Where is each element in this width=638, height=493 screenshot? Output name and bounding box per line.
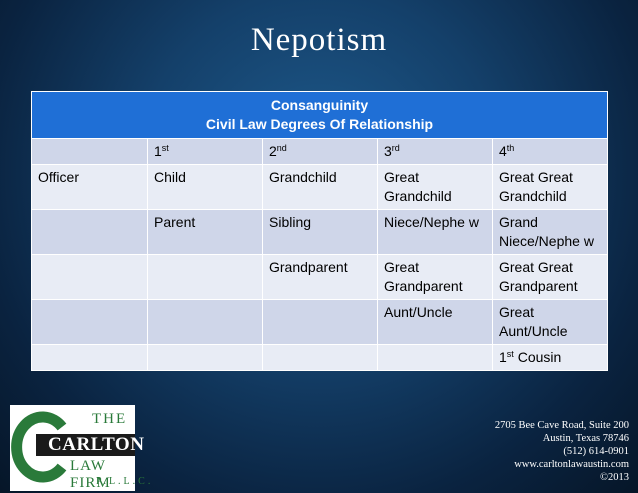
firm-logo: [10, 405, 154, 491]
table-cell: Great Great Grandchild: [493, 165, 608, 210]
contact-address: 2705 Bee Cave Road, Suite 200: [494, 420, 629, 431]
table-cell: [263, 345, 378, 371]
table-header-line1: Consanguinity: [270, 97, 369, 113]
table-cell: Aunt/Uncle: [378, 300, 493, 345]
table-row: [32, 255, 608, 300]
table-row: [32, 345, 608, 371]
degree-row: [32, 139, 608, 165]
table-header: [32, 92, 608, 139]
table-cell: Niece/Nephe w: [378, 210, 493, 255]
table-cell: Child: [148, 165, 263, 210]
table-cell: [148, 255, 263, 300]
logo-firm-text: LAW FIRM: [70, 458, 111, 491]
table-cell: [263, 300, 378, 345]
table-cell: Great Great Grandparent: [493, 255, 608, 300]
table-row: [32, 300, 608, 345]
logo-name-text: CARLTON: [48, 434, 145, 455]
table-cell: [148, 300, 263, 345]
table-cell: [32, 139, 148, 165]
contact-block: [495, 419, 629, 484]
cousin-cell: 1st Cousin: [493, 345, 608, 371]
table-cell: Officer: [32, 165, 148, 210]
degree-cell: 4th: [493, 139, 608, 165]
table-cell: [32, 300, 148, 345]
table-cell: Grandparent: [263, 255, 378, 300]
table-row: [32, 165, 608, 210]
contact-website: www.carltonlawaustin.com: [514, 459, 629, 470]
table-cell: Grand Niece/Nephe w: [493, 210, 608, 255]
contact-city: Austin, Texas 78746: [542, 433, 629, 444]
table-cell: Great Aunt/Uncle: [493, 300, 608, 345]
logo-pllc-text: P.L.L.C.: [96, 476, 154, 487]
slide-title: Nepotism: [250, 22, 388, 58]
table-cell: Parent: [148, 210, 263, 255]
table-cell: Great Grandparent: [378, 255, 493, 300]
contact-copyright: ©2013: [600, 472, 629, 483]
table-cell: Sibling: [263, 210, 378, 255]
table-cell: [32, 255, 148, 300]
table-cell: Grandchild: [263, 165, 378, 210]
table-cell: Great Grandchild: [378, 165, 493, 210]
degree-cell: 3rd: [378, 139, 493, 165]
degree-cell: 1st: [148, 139, 263, 165]
consanguinity-table: [31, 91, 608, 371]
logo-the-text: THE: [92, 411, 128, 427]
table-row: [32, 210, 608, 255]
table-cell: [32, 345, 148, 371]
table-cell: [378, 345, 493, 371]
degree-cell: 2nd: [263, 139, 378, 165]
table-header-row: [32, 92, 608, 139]
table-cell: [148, 345, 263, 371]
contact-phone: (512) 614-0901: [563, 446, 629, 457]
table-header-line2: Civil Law Degrees Of Relationship: [205, 116, 434, 132]
table-cell: [32, 210, 148, 255]
